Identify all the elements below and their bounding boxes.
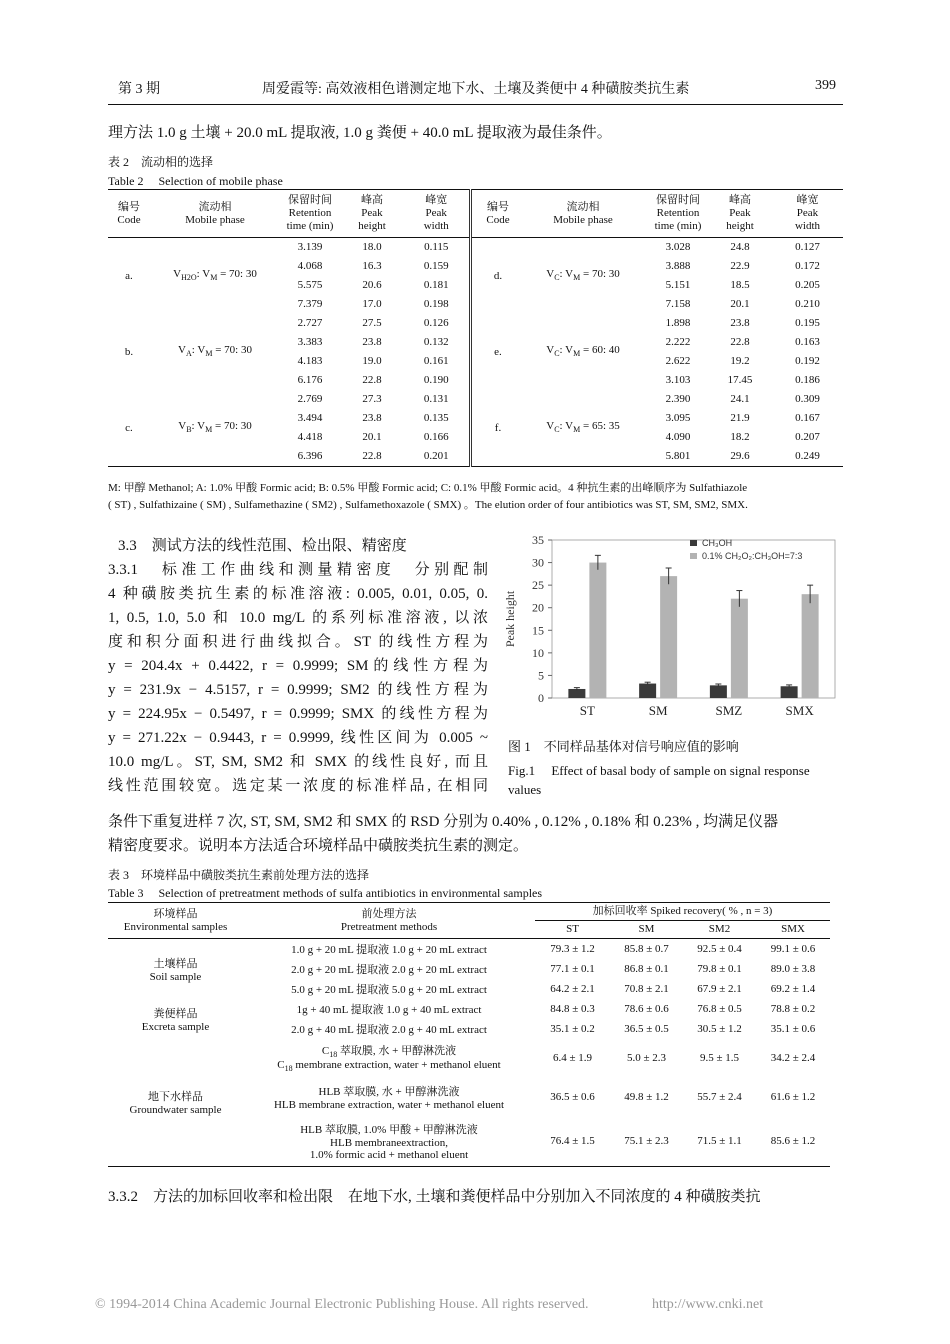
table2-cell: 6.176 bbox=[297, 374, 323, 386]
table2-cell: 0.132 bbox=[423, 336, 449, 348]
table2-cell: 19.2 bbox=[730, 355, 750, 367]
table3-col-sm: SM bbox=[638, 923, 655, 935]
figure1-caption-en-1: Fig.1 Effect of basal body of sample on signal response bbox=[508, 763, 810, 778]
table3-value: 6.4 ± 1.9 bbox=[552, 1051, 593, 1064]
table3-value: 9.5 ± 1.5 bbox=[699, 1051, 740, 1064]
table2-cell: 0.205 bbox=[795, 279, 820, 291]
table2-code: e. bbox=[494, 345, 502, 358]
table3-value: 85.8 ± 0.7 bbox=[624, 942, 669, 955]
bar-mix-smz bbox=[731, 599, 748, 698]
table3-method: 2.0 g + 20 mL 提取液 2.0 g + 20 mL extract bbox=[291, 963, 487, 976]
table3-head-recovery: 加标回收率 Spiked recovery( % , n = 3) bbox=[535, 903, 830, 921]
table3-env-excreta: 粪便样品 Excreta sample bbox=[141, 1007, 210, 1033]
table3-value: 79.3 ± 1.2 bbox=[550, 942, 595, 955]
table2-caption-en: Table 2 Selection of mobile phase bbox=[108, 174, 283, 188]
table2-cell: 20.1 bbox=[362, 431, 382, 443]
table3-method: 1.0 g + 20 mL 提取液 1.0 g + 20 mL extract bbox=[291, 943, 487, 956]
table3-value: 49.8 ± 1.2 bbox=[624, 1090, 669, 1103]
bar-mix-smx bbox=[802, 594, 819, 698]
bar-mix-st bbox=[589, 563, 606, 698]
table3-method: 2.0 g + 40 mL 提取液 2.0 g + 40 mL extract bbox=[291, 1023, 487, 1036]
table2-cell: 0.115 bbox=[424, 241, 449, 253]
running-title: 周爱霞等: 高效液相色谱测定地下水、土壤及粪便中 4 种磺胺类抗生素 bbox=[262, 82, 690, 97]
table2-cell: 2.769 bbox=[297, 393, 323, 405]
y-tick-label: 35 bbox=[532, 533, 544, 547]
table2-note-2: ( ST) , Sulfathizaine ( SM) , Sulfamethazine ( SM2) , Sulfamethoxazole ( SMX) 。The elution order of four antibiotics was ST, SM, SM2, SMX. bbox=[108, 499, 748, 511]
table2-cell: 5.151 bbox=[665, 279, 691, 291]
table2-head-rt: 保留时间 Retention time (min) bbox=[286, 194, 334, 232]
table2-cell: 18.0 bbox=[362, 241, 382, 253]
table2-divider bbox=[470, 238, 478, 258]
table2-cell: 0.309 bbox=[795, 393, 820, 405]
table2-cell: 0.166 bbox=[423, 431, 449, 443]
x-tick-label: SMZ bbox=[715, 703, 743, 718]
legend-swatch bbox=[690, 540, 697, 546]
table2-code: b. bbox=[124, 345, 134, 358]
table2-cell: 27.3 bbox=[362, 393, 382, 405]
table3-value: 99.1 ± 0.6 bbox=[770, 942, 816, 955]
table3-value: 35.1 ± 0.6 bbox=[770, 1022, 816, 1035]
table3-method: HLB 萃取膜, 水 + 甲醇淋洗液 HLB membrane extraction, water + methanol eluent bbox=[273, 1085, 505, 1111]
footer-copyright: © 1994-2014 China Academic Journal Electronic Publishing House. All rights reserved. bbox=[95, 1297, 589, 1312]
table2-cell: 0.190 bbox=[423, 374, 449, 386]
legend-label: CH₃OH bbox=[702, 538, 733, 548]
table2-cell: 7.158 bbox=[665, 298, 691, 310]
table2-divider bbox=[470, 447, 478, 467]
table2-code: a. bbox=[125, 269, 133, 282]
table3-caption-en: Table 3 Selection of pretreatment methods of sulfa antibiotics in environmental samples bbox=[108, 886, 543, 900]
table2-cell: 0.159 bbox=[423, 260, 449, 272]
table2-phase: $V_C$: $V_M = 70$: 30 bbox=[546, 267, 620, 283]
table2-cell: 0.127 bbox=[795, 241, 820, 253]
table3-value: 67.9 ± 2.1 bbox=[697, 982, 742, 995]
table2-cell: 20.6 bbox=[362, 279, 382, 291]
table3-row bbox=[108, 1039, 830, 1077]
table3-value: 30.5 ± 1.2 bbox=[697, 1022, 742, 1035]
table2-cell: 0.192 bbox=[795, 355, 820, 367]
table2-divider bbox=[470, 257, 478, 276]
table2-divider bbox=[470, 295, 478, 314]
table3-value: 92.5 ± 0.4 bbox=[697, 942, 742, 955]
table2-cell: 7.379 bbox=[297, 298, 323, 310]
table2-divider bbox=[470, 333, 478, 352]
table2-cell: 24.1 bbox=[730, 393, 750, 405]
table2-cell: 29.6 bbox=[730, 450, 750, 462]
table2-cell: 22.8 bbox=[362, 374, 382, 386]
table2-cell: 16.3 bbox=[362, 260, 382, 272]
y-tick-label: 30 bbox=[532, 555, 544, 570]
table2-divider bbox=[470, 390, 478, 409]
header-rule bbox=[108, 104, 843, 105]
table2-cell: 0.167 bbox=[795, 412, 820, 424]
table3-caption-cn: 表 3 环境样品中磺胺类抗生素前处理方法的选择 bbox=[108, 868, 370, 882]
table2-cell: 21.9 bbox=[730, 412, 750, 424]
table2-head-pw: 峰宽 Peak width bbox=[423, 194, 449, 232]
table2-divider bbox=[470, 190, 478, 238]
table2-phase: $V_A$: $V_M = 70$: 30 bbox=[178, 343, 252, 359]
table3-value: 71.5 ± 1.1 bbox=[697, 1135, 742, 1148]
table2-cell: 3.095 bbox=[665, 412, 691, 424]
section-3-3-1-line: 4 种磺胺类抗生素的标准溶液: 0.005, 0.01, 0.05, 0. bbox=[108, 586, 488, 602]
table2-divider bbox=[470, 428, 478, 447]
table2-head-pw-2: 峰宽 Peak width bbox=[794, 194, 821, 232]
table2-cell: 18.2 bbox=[730, 431, 750, 443]
bar-ch3oh-smx bbox=[781, 686, 798, 698]
table3-env-ground: 地下水样品 Groundwater sample bbox=[129, 1091, 222, 1117]
table2-divider bbox=[470, 314, 478, 333]
table2-note-1: M: 甲醇 Methanol; A: 1.0% 甲酸 Formic acid; B: 0.5% 甲酸 Formic acid; C: 0.1% 甲酸 Formic acid。4 种抗生素的出峰顺序为 Sulfathiazole bbox=[108, 482, 748, 494]
bar-ch3oh-sm bbox=[639, 684, 656, 698]
table3-value: 35.1 ± 0.2 bbox=[550, 1022, 595, 1035]
table3-value: 76.8 ± 0.5 bbox=[697, 1002, 742, 1015]
table2-cell: 0.186 bbox=[795, 374, 820, 386]
y-tick-label: 0 bbox=[538, 691, 544, 705]
table3-value: 61.6 ± 1.2 bbox=[770, 1090, 816, 1103]
table2-cell: 3.103 bbox=[665, 374, 691, 386]
table3-value: 36.5 ± 0.6 bbox=[550, 1090, 595, 1103]
table2-code: c. bbox=[125, 421, 133, 434]
section-3-3-1-line: y = 204.4x + 0.4422, r = 0.9999; SM的线性方程为 bbox=[108, 658, 488, 674]
table3-value: 84.8 ± 0.3 bbox=[550, 1002, 595, 1015]
table2-cell: 2.222 bbox=[665, 336, 691, 348]
table2-cell: 22.9 bbox=[730, 260, 750, 272]
table2-cell: 2.390 bbox=[665, 393, 691, 405]
table3-value: 5.0 ± 2.3 bbox=[626, 1051, 667, 1064]
table3-value: 79.8 ± 0.1 bbox=[697, 962, 742, 975]
table3-value: 34.2 ± 2.4 bbox=[770, 1051, 816, 1064]
y-tick-label: 20 bbox=[532, 600, 544, 615]
table3-col-sm2: SM2 bbox=[708, 923, 731, 935]
table2-code: d. bbox=[493, 269, 503, 282]
table3-value: 78.6 ± 0.6 bbox=[624, 1002, 669, 1015]
table3-env-soil: 土壤样品 Soil sample bbox=[149, 957, 202, 983]
table3-head-env: 环境样品 Environmental samples bbox=[108, 903, 243, 939]
issue-label: 第 3 期 bbox=[118, 82, 160, 97]
table2-cell: 17.45 bbox=[727, 374, 753, 386]
table2-cell: 3.028 bbox=[665, 241, 691, 253]
table2-cell: 23.8 bbox=[730, 317, 750, 329]
table3-value: 55.7 ± 2.4 bbox=[697, 1090, 742, 1103]
section-3-3-1-line: 3.3.1 标准工作曲线和测量精密度 分别配制 bbox=[108, 562, 488, 578]
table2-cell: 4.418 bbox=[297, 431, 323, 443]
table2-cell: 19.0 bbox=[362, 355, 382, 367]
legend-swatch bbox=[690, 553, 697, 559]
table2-phase: $V_{H2O}$: $V_M = 70$: 30 bbox=[173, 267, 257, 283]
table2-cell: 4.183 bbox=[297, 355, 323, 367]
table3-value: 89.0 ± 3.8 bbox=[770, 962, 816, 975]
table2-cell: 0.210 bbox=[795, 298, 820, 310]
table2-cell: 0.172 bbox=[795, 260, 820, 272]
table3-method: HLB 萃取膜, 1.0% 甲酸 + 甲醇淋洗液 HLB membraneextraction, 1.0% formic acid + methanol eluent bbox=[300, 1124, 478, 1162]
table2-row bbox=[108, 238, 843, 258]
table3-row bbox=[108, 999, 830, 1019]
table2-divider bbox=[470, 371, 478, 390]
table2-head-code-2: 编号 Code bbox=[486, 200, 510, 226]
table2-divider bbox=[470, 409, 478, 428]
table2-cell: 2.727 bbox=[297, 317, 323, 329]
table2-cell: 0.126 bbox=[423, 317, 449, 329]
table3-value: 86.8 ± 0.1 bbox=[624, 962, 669, 975]
section-3-3-1-line: y = 271.22x − 0.9443, r = 0.9999, 线性区间为 0.005 ~ bbox=[108, 730, 488, 746]
intro-line: 理方法 1.0 g 土壤 + 20.0 mL 提取液, 1.0 g 粪便 + 40.0 mL 提取液为最佳条件。 bbox=[108, 125, 612, 141]
table3-value: 69.2 ± 1.4 bbox=[770, 982, 816, 995]
y-axis-label: Peak height bbox=[503, 590, 517, 648]
table2-cell: 5.575 bbox=[297, 279, 323, 291]
section-3-3-1-line: 1, 0.5, 1.0, 5.0 和 10.0 mg/L 的系列标准溶液, 以浓 bbox=[108, 610, 488, 626]
legend-label: 0.1% CH₂O₂:CH₃OH=7:3 bbox=[702, 551, 803, 561]
table2-row bbox=[108, 314, 843, 333]
y-tick-label: 5 bbox=[538, 668, 544, 683]
table3-value: 76.4 ± 1.5 bbox=[550, 1135, 595, 1148]
table2-head-ph-2: 峰高 Peak height bbox=[726, 194, 754, 232]
table3-method: $C_{18}$ 萃取膜, 水 + 甲醇淋洗液 $C_{18}$ membrane extraction, water + methanol eluent bbox=[277, 1044, 501, 1074]
table2-row bbox=[108, 390, 843, 409]
table2-cell: 6.396 bbox=[297, 450, 323, 462]
x-tick-label: ST bbox=[579, 703, 595, 718]
table2-cell: 0.161 bbox=[423, 355, 449, 367]
bar-mix-sm bbox=[660, 576, 677, 698]
table2-caption-cn: 表 2 流动相的选择 bbox=[108, 155, 214, 169]
table2-phase: $V_B$: $V_M = 70$: 30 bbox=[178, 419, 252, 435]
section-3-3-title: 3.3 测试方法的线性范围、检出限、精密度 bbox=[118, 538, 407, 554]
figure1-caption-en-2: values bbox=[508, 782, 542, 797]
section-3-3-1-line: 度和积分面积进行曲线拟合。ST 的线性方程为 bbox=[108, 634, 488, 650]
x-tick-label: SM bbox=[648, 703, 668, 718]
y-tick-label: 25 bbox=[532, 578, 544, 593]
table3-value: 77.1 ± 0.1 bbox=[550, 962, 595, 975]
table3-value: 64.2 ± 2.1 bbox=[550, 982, 595, 995]
x-tick-label: SMX bbox=[785, 703, 814, 718]
section-3-3-1-text bbox=[108, 558, 488, 798]
section-3-3-2-line: 3.3.2 方法的加标回收率和检出限 在地下水, 土壤和粪便样品中分别加入不同浓度的 4 种磺胺类抗 bbox=[108, 1189, 761, 1205]
table2 bbox=[108, 189, 843, 467]
table2-cell: 17.0 bbox=[362, 298, 382, 310]
table2-cell: 24.8 bbox=[730, 241, 750, 253]
table2-cell: 20.1 bbox=[730, 298, 750, 310]
table3 bbox=[108, 902, 830, 1167]
table2-cell: 2.622 bbox=[665, 355, 691, 367]
table3-value: 75.1 ± 2.3 bbox=[624, 1135, 669, 1148]
section-3-3-1-line: 10.0 mg/L。ST, SM, SM2 和 SMX 的线性良好, 而且 bbox=[108, 754, 488, 770]
table2-cell: 23.8 bbox=[362, 336, 382, 348]
page-number: 399 bbox=[815, 78, 836, 93]
table2-cell: 0.181 bbox=[423, 279, 449, 291]
table2-cell: 3.494 bbox=[297, 412, 323, 424]
bar-ch3oh-smz bbox=[710, 685, 727, 698]
table2-head-phase: 流动相 Mobile phase bbox=[185, 200, 245, 226]
table2-phase: $V_C$: $V_M = 60$: 40 bbox=[546, 343, 620, 359]
figure1-caption-cn: 图 1 不同样品基体对信号响应值的影响 bbox=[508, 739, 739, 754]
table2-head-ph: 峰高 Peak height bbox=[358, 194, 386, 232]
table3-method: 5.0 g + 20 mL 提取液 5.0 g + 20 mL extract bbox=[291, 983, 487, 996]
table3-value: 36.5 ± 0.5 bbox=[624, 1022, 669, 1035]
table3-value: 78.8 ± 0.2 bbox=[770, 1002, 816, 1015]
table2-cell: 23.8 bbox=[362, 412, 382, 424]
table2-cell: 1.898 bbox=[665, 317, 691, 329]
table2-cell: 22.8 bbox=[730, 336, 750, 348]
figure1-chart bbox=[500, 532, 843, 722]
table2-cell: 0.198 bbox=[423, 298, 449, 310]
y-tick-label: 10 bbox=[532, 645, 544, 660]
table2-cell: 0.207 bbox=[795, 431, 820, 443]
table2-divider bbox=[470, 276, 478, 295]
table2-cell: 0.249 bbox=[795, 450, 820, 462]
table3-col-smx: SMX bbox=[781, 923, 805, 935]
table2-header-row bbox=[108, 190, 843, 238]
table2-phase: $V_C$: $V_M = 65$: 35 bbox=[546, 419, 620, 435]
section-3-3-1-line: y = 224.95x − 0.5497, r = 0.9999; SMX 的线性方程为 bbox=[108, 706, 488, 722]
section-text-full-2: 精密度要求。说明本方法适合环境样品中磺胺类抗生素的测定。 bbox=[108, 838, 529, 854]
table2-cell: 3.888 bbox=[665, 260, 691, 272]
table3-value: 70.8 ± 2.1 bbox=[624, 982, 669, 995]
bar-ch3oh-st bbox=[568, 689, 585, 698]
footer-url: http://www.cnki.net bbox=[652, 1297, 764, 1312]
table2-cell: 22.8 bbox=[362, 450, 382, 462]
table3-head-pre: 前处理方法 Pretreatment methods bbox=[243, 903, 535, 939]
table2-cell: 5.801 bbox=[665, 450, 691, 462]
y-tick-label: 15 bbox=[532, 623, 544, 638]
table3-col-st: ST bbox=[566, 923, 579, 935]
section-3-3-1-line: y = 231.9x − 4.5157, r = 0.9999; SM2 的线性方程为 bbox=[108, 682, 488, 698]
table2-cell: 0.131 bbox=[423, 393, 449, 405]
table2-cell: 4.068 bbox=[297, 260, 323, 272]
table3-value: 85.6 ± 1.2 bbox=[770, 1135, 816, 1148]
table2-head-code: 编号 Code bbox=[117, 200, 141, 226]
section-3-3-1-line: 线性范围较宽。选定某一浓度的标准样品, 在相同 bbox=[108, 778, 488, 794]
table2-cell: 27.5 bbox=[362, 317, 382, 329]
table2-cell: 3.139 bbox=[297, 241, 323, 253]
table2-cell: 0.163 bbox=[795, 336, 820, 348]
table2-cell: 3.383 bbox=[297, 336, 323, 348]
section-text-full-1: 条件下重复进样 7 次, ST, SM, SM2 和 SMX 的 RSD 分别为 0.40% , 0.12% , 0.18% 和 0.23% , 均满足仪器 bbox=[108, 814, 779, 830]
table2-divider bbox=[470, 352, 478, 371]
table3-row bbox=[108, 939, 830, 959]
table2-cell: 0.135 bbox=[423, 412, 449, 424]
table2-cell: 18.5 bbox=[730, 279, 750, 291]
table2-code: f. bbox=[494, 421, 502, 434]
table2-cell: 0.201 bbox=[423, 450, 449, 462]
table2-head-phase-2: 流动相 Mobile phase bbox=[553, 200, 613, 226]
table2-cell: 0.195 bbox=[795, 317, 820, 329]
table3-method: 1g + 40 mL 提取液 1.0 g + 40 mL extract bbox=[296, 1003, 482, 1016]
table2-cell: 4.090 bbox=[665, 431, 691, 443]
table2-head-rt-2: 保留时间 Retention time (min) bbox=[654, 194, 702, 232]
